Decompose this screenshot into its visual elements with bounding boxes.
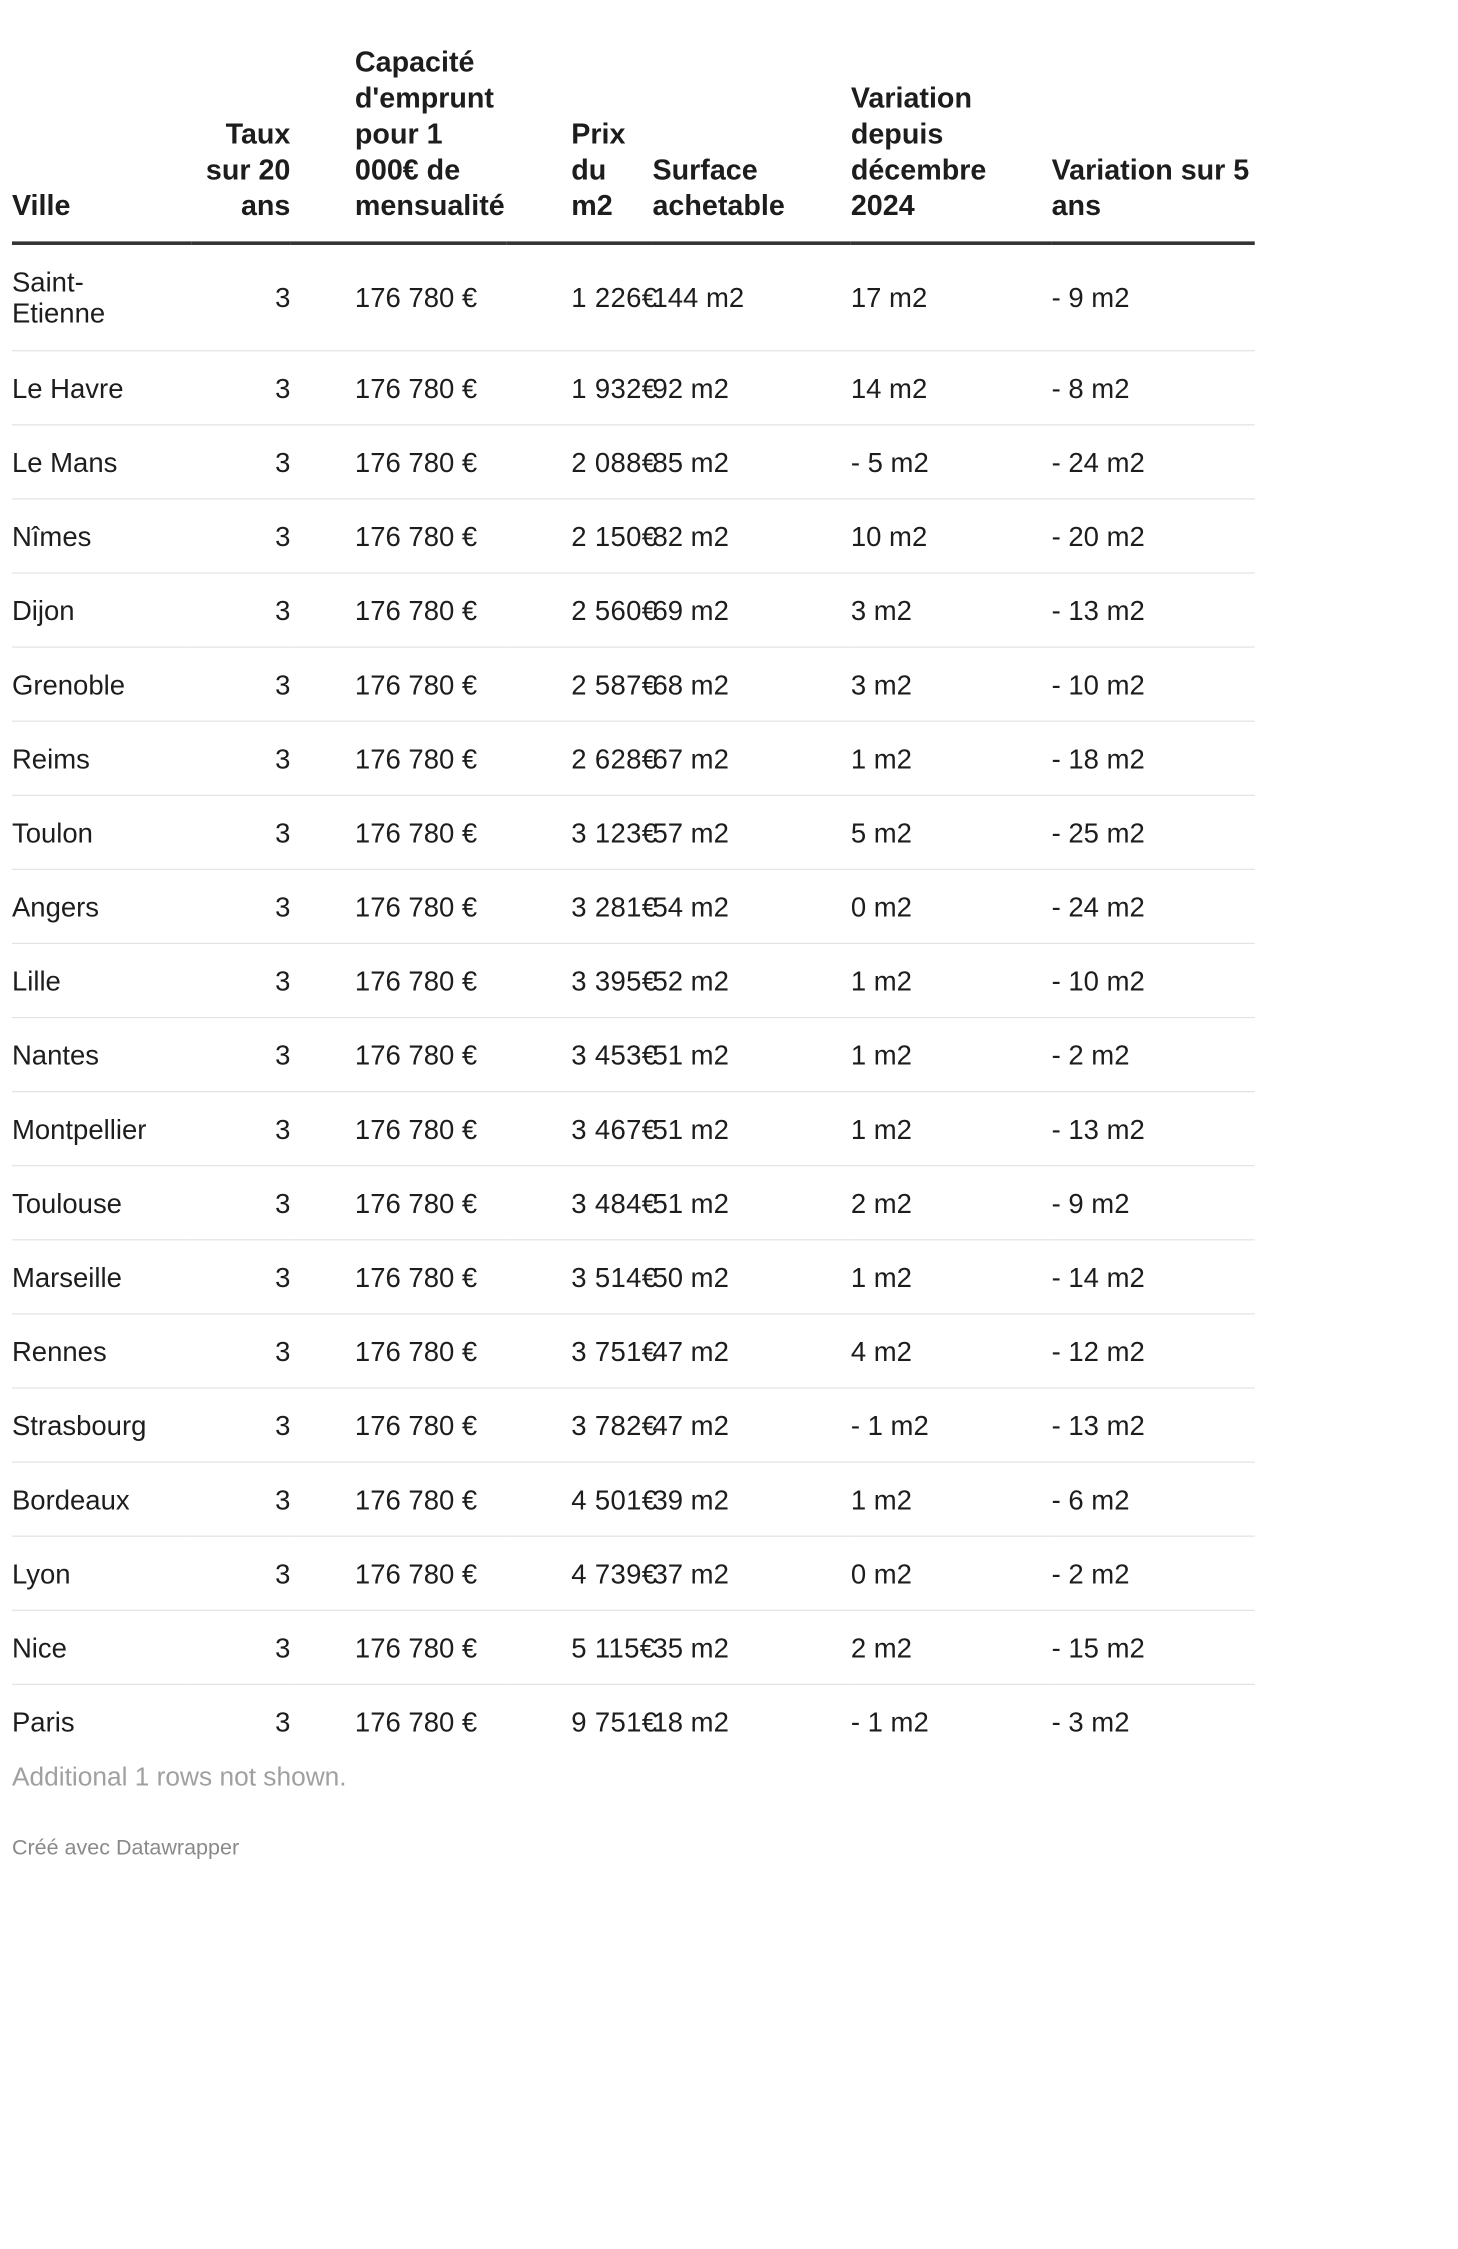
cell-taux: 3	[191, 1462, 290, 1536]
cell-taux: 3	[191, 1314, 290, 1388]
cell-variation-5: - 10 m2	[1052, 647, 1255, 721]
cell-variation-dec: 1 m2	[851, 1240, 1052, 1314]
cell-capacite: 176 780 €	[290, 1462, 506, 1536]
cell-variation-5: - 24 m2	[1052, 425, 1255, 499]
cell-prix: 3 782€	[507, 1388, 653, 1462]
cell-ville: Toulon	[12, 795, 191, 869]
cell-capacite: 176 780 €	[290, 573, 506, 647]
header-ville[interactable]: Ville	[12, 0, 191, 243]
cell-ville: Nice	[12, 1610, 191, 1684]
table-row	[12, 869, 1255, 943]
cell-variation-dec: 0 m2	[851, 1536, 1052, 1610]
cell-variation-5: - 2 m2	[1052, 1536, 1255, 1610]
table-row	[12, 1388, 1255, 1462]
table-row	[12, 647, 1255, 721]
cell-surface: 69 m2	[652, 573, 850, 647]
cell-taux: 3	[191, 425, 290, 499]
table-row	[12, 1536, 1255, 1610]
data-table	[12, 0, 1255, 1758]
cell-ville: Strasbourg	[12, 1388, 191, 1462]
cell-surface: 82 m2	[652, 499, 850, 573]
cell-taux: 3	[191, 1018, 290, 1092]
table-container	[11, 0, 1250, 1758]
cell-capacite: 176 780 €	[290, 499, 506, 573]
cell-capacite: 176 780 €	[290, 1092, 506, 1166]
cell-surface: 50 m2	[652, 1240, 850, 1314]
table-row	[12, 1684, 1255, 1757]
cell-surface: 35 m2	[652, 1610, 850, 1684]
cell-ville: Marseille	[12, 1240, 191, 1314]
table-row	[12, 499, 1255, 573]
cell-taux: 3	[191, 499, 290, 573]
header-taux[interactable]: Taux sur 20 ans	[191, 0, 290, 243]
cell-prix: 3 751€	[507, 1314, 653, 1388]
cell-variation-5: - 13 m2	[1052, 1388, 1255, 1462]
cell-prix: 3 395€	[507, 943, 653, 1017]
cell-taux: 3	[191, 1240, 290, 1314]
cell-variation-dec: 2 m2	[851, 1166, 1052, 1240]
cell-ville: Saint-Etienne	[12, 243, 191, 351]
header-variation-5[interactable]: Variation sur 5 ans	[1052, 0, 1255, 243]
cell-variation-dec: 1 m2	[851, 943, 1052, 1017]
cell-surface: 54 m2	[652, 869, 850, 943]
table-row	[12, 1166, 1255, 1240]
cell-variation-5: - 25 m2	[1052, 795, 1255, 869]
header-variation-dec[interactable]: Variation depuis décembre 2024	[851, 0, 1052, 243]
cell-capacite: 176 780 €	[290, 1166, 506, 1240]
cell-surface: 67 m2	[652, 721, 850, 795]
cell-capacite: 176 780 €	[290, 243, 506, 351]
table-row	[12, 943, 1255, 1017]
cell-ville: Angers	[12, 869, 191, 943]
cell-variation-5: - 24 m2	[1052, 869, 1255, 943]
cell-capacite: 176 780 €	[290, 1536, 506, 1610]
cell-taux: 3	[191, 943, 290, 1017]
cell-prix: 2 150€	[507, 499, 653, 573]
cell-variation-dec: 1 m2	[851, 1018, 1052, 1092]
cell-ville: Lille	[12, 943, 191, 1017]
cell-surface: 51 m2	[652, 1092, 850, 1166]
cell-variation-5: - 3 m2	[1051, 1705, 1130, 1737]
cell-ville: Nîmes	[12, 499, 191, 573]
cell-ville: Le Mans	[12, 425, 191, 499]
cell-variation-5: - 20 m2	[1052, 499, 1255, 573]
table-header	[12, 0, 1255, 243]
cell-surface: 47 m2	[652, 1314, 850, 1388]
cell-variation-dec: 3 m2	[851, 573, 1052, 647]
cell-taux: 3	[191, 795, 290, 869]
cell-surface: 52 m2	[652, 943, 850, 1017]
header-capacite[interactable]: Capacité d'emprunt pour 1 000€ de mensualité	[290, 0, 506, 243]
cell-ville: Paris	[11, 1705, 75, 1737]
cell-variation-5: - 12 m2	[1052, 1314, 1255, 1388]
header-prix[interactable]: Prix du m2	[507, 0, 653, 243]
cell-capacite: 176 780 €	[290, 647, 506, 721]
cell-capacite: 176 780 €	[290, 721, 506, 795]
cell-variation-5: - 15 m2	[1052, 1610, 1255, 1684]
cell-prix: 4 501€	[507, 1462, 653, 1536]
cell-prix: 3 514€	[507, 1240, 653, 1314]
cell-prix: 2 088€	[507, 425, 653, 499]
table-row	[12, 1240, 1255, 1314]
cell-variation-dec: - 1 m2	[850, 1705, 929, 1737]
cell-prix: 3 484€	[507, 1166, 653, 1240]
table-row	[12, 351, 1255, 425]
cell-capacite: 176 780 €	[290, 425, 506, 499]
cell-variation-dec: 17 m2	[851, 243, 1052, 351]
rows-not-shown-note: Additional 1 rows not shown.	[11, 1761, 347, 1792]
cell-surface: 68 m2	[652, 647, 850, 721]
cell-ville: Dijon	[12, 573, 191, 647]
cell-prix: 3 467€	[507, 1092, 653, 1166]
cell-ville: Grenoble	[12, 647, 191, 721]
table-row	[12, 1610, 1255, 1684]
table-row	[12, 1018, 1255, 1092]
cell-capacite: 176 780 €	[290, 943, 506, 1017]
cell-ville: Toulouse	[12, 1166, 191, 1240]
cell-variation-5: - 14 m2	[1052, 1240, 1255, 1314]
cell-taux: 3	[191, 1166, 290, 1240]
cell-capacite: 176 780 €	[290, 351, 506, 425]
header-row	[12, 0, 1255, 243]
cell-taux: 3	[191, 1610, 290, 1684]
cell-taux: 3	[191, 351, 290, 425]
table-row	[12, 1314, 1255, 1388]
cell-variation-5: - 13 m2	[1052, 573, 1255, 647]
cell-capacite: 176 780 €	[290, 1314, 506, 1388]
cell-variation-dec: 3 m2	[851, 647, 1052, 721]
cell-taux: 3	[191, 573, 290, 647]
cell-ville: Le Havre	[12, 351, 191, 425]
cell-variation-5: - 9 m2	[1052, 1166, 1255, 1240]
cell-variation-5: - 8 m2	[1052, 351, 1255, 425]
cell-ville: Nantes	[12, 1018, 191, 1092]
cell-variation-dec: 1 m2	[851, 721, 1052, 795]
cell-ville: Rennes	[12, 1314, 191, 1388]
cell-capacite: 176 780 €	[290, 1018, 506, 1092]
cell-variation-dec: 4 m2	[851, 1314, 1052, 1388]
table-row	[12, 243, 1255, 351]
table-row	[12, 721, 1255, 795]
cell-taux: 3	[191, 243, 290, 351]
datawrapper-credit[interactable]: Créé avec Datawrapper	[11, 1835, 240, 1860]
cell-prix: 3 453€	[507, 1018, 653, 1092]
cell-prix: 1 226€	[507, 243, 653, 351]
cell-capacite: 176 780 €	[290, 869, 506, 943]
cell-variation-dec: 10 m2	[851, 499, 1052, 573]
cell-variation-5: - 2 m2	[1052, 1018, 1255, 1092]
table-row	[12, 1462, 1255, 1536]
cell-surface: 85 m2	[652, 425, 850, 499]
cell-variation-5: - 6 m2	[1052, 1462, 1255, 1536]
cell-capacite: 176 780 €	[354, 1705, 478, 1737]
cell-surface: 51 m2	[652, 1166, 850, 1240]
cell-ville: Bordeaux	[12, 1462, 191, 1536]
cell-surface: 92 m2	[652, 351, 850, 425]
cell-taux: 3	[191, 647, 290, 721]
cell-ville: Montpellier	[12, 1092, 191, 1166]
cell-surface: 57 m2	[652, 795, 850, 869]
cell-variation-dec: 5 m2	[851, 795, 1052, 869]
cell-prix: 5 115€	[507, 1610, 653, 1684]
cell-variation-5: - 13 m2	[1052, 1092, 1255, 1166]
cell-prix: 2 587€	[507, 647, 653, 721]
table-body	[12, 243, 1255, 1758]
cell-taux: 3	[191, 1092, 290, 1166]
cell-surface: 47 m2	[652, 1388, 850, 1462]
cell-taux: 3	[191, 869, 290, 943]
cell-variation-dec: - 1 m2	[851, 1388, 1052, 1462]
cell-prix: 4 739€	[507, 1536, 653, 1610]
cell-capacite: 176 780 €	[290, 1610, 506, 1684]
cell-variation-5: - 18 m2	[1052, 721, 1255, 795]
cell-surface: 37 m2	[652, 1536, 850, 1610]
cell-capacite: 176 780 €	[290, 1240, 506, 1314]
cell-prix: 3 123€	[507, 795, 653, 869]
table-row	[12, 573, 1255, 647]
cell-ville: Lyon	[12, 1536, 191, 1610]
header-surface[interactable]: Surface achetable	[652, 0, 850, 243]
cell-taux: 3	[191, 721, 290, 795]
cell-surface: 39 m2	[652, 1462, 850, 1536]
cell-prix: 2 560€	[507, 573, 653, 647]
cell-taux: 3	[191, 1388, 290, 1462]
table-row	[12, 795, 1255, 869]
cell-capacite: 176 780 €	[290, 1388, 506, 1462]
cell-prix: 9 751€	[571, 1705, 658, 1737]
cell-variation-dec: - 5 m2	[851, 425, 1052, 499]
cell-surface: 144 m2	[652, 243, 850, 351]
cell-variation-dec: 14 m2	[851, 351, 1052, 425]
cell-prix: 2 628€	[507, 721, 653, 795]
cell-variation-5: - 9 m2	[1052, 243, 1255, 351]
cell-surface: 18 m2	[652, 1705, 729, 1737]
cell-ville: Reims	[12, 721, 191, 795]
cell-taux: 3	[191, 1536, 290, 1610]
cell-variation-dec: 1 m2	[851, 1462, 1052, 1536]
cell-variation-dec: 1 m2	[851, 1092, 1052, 1166]
cell-prix: 1 932€	[507, 351, 653, 425]
cell-variation-5: - 10 m2	[1052, 943, 1255, 1017]
table-row	[12, 425, 1255, 499]
cell-variation-dec: 0 m2	[851, 869, 1052, 943]
table-row	[12, 1092, 1255, 1166]
cell-taux: 3	[275, 1705, 291, 1737]
cell-variation-dec: 2 m2	[851, 1610, 1052, 1684]
cell-prix: 3 281€	[507, 869, 653, 943]
cell-surface: 51 m2	[652, 1018, 850, 1092]
cell-capacite: 176 780 €	[290, 795, 506, 869]
